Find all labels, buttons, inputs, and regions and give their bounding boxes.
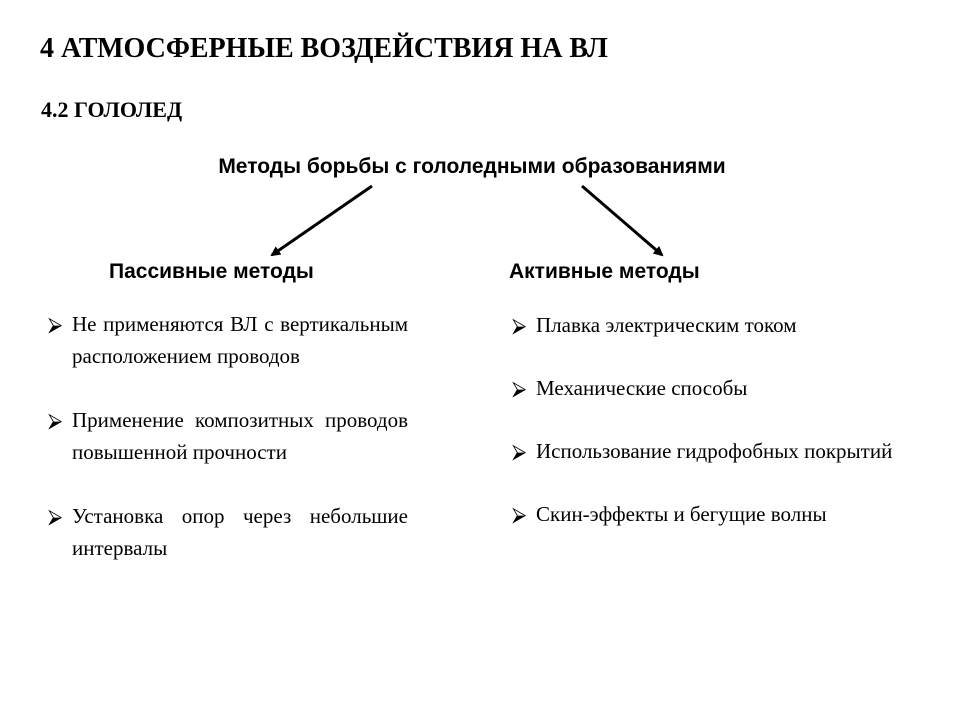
list-item-text: Скин-эффекты и бегущие волны <box>536 502 827 526</box>
section-subtitle: 4.2 ГОЛОЛЕД <box>41 97 183 122</box>
active-heading: Активные методы <box>509 260 700 283</box>
arrowhead-bullet-icon: ⮚ <box>512 502 527 526</box>
passive-heading: Пассивные методы <box>109 260 314 283</box>
list-item-text: Плавка электрическим током <box>536 313 797 337</box>
list-item <box>48 404 408 468</box>
list-item <box>512 309 914 341</box>
list-item <box>512 498 914 530</box>
list-item <box>512 372 914 404</box>
arrowhead-bullet-icon: ⮚ <box>512 313 527 337</box>
list-item-text: Использование гидрофобных покрытий <box>536 439 893 463</box>
arrowhead-bullet-icon: ⮚ <box>48 408 63 432</box>
page-title: 4 АТМОСФЕРНЫЕ ВОЗДЕЙСТВИЯ НА ВЛ <box>40 33 608 64</box>
list-item <box>512 435 914 467</box>
list-item <box>48 500 408 564</box>
list-item-text: Механические способы <box>536 376 748 400</box>
list-item <box>48 308 408 372</box>
passive-list <box>48 308 408 596</box>
root-heading: Методы борьбы с гололедными образованиями <box>218 155 726 178</box>
list-item-text: Не применяются ВЛ с вертикальным расположением проводов <box>72 312 408 368</box>
list-item-text: Установка опор через небольшие интервалы <box>72 504 408 560</box>
arrow-icon-right <box>582 186 662 255</box>
arrowhead-bullet-icon: ⮚ <box>512 439 527 463</box>
list-item-text: Применение композитных проводов повышенной прочности <box>72 408 408 464</box>
arrowhead-bullet-icon: ⮚ <box>512 376 527 400</box>
arrowhead-bullet-icon: ⮚ <box>48 312 63 336</box>
arrow-icon-left <box>272 186 372 255</box>
arrowhead-bullet-icon: ⮚ <box>48 504 63 528</box>
active-list <box>512 309 914 561</box>
